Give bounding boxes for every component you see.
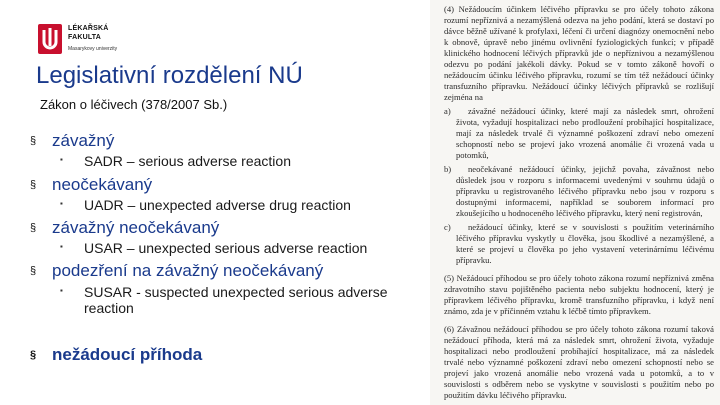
law-excerpt-scan <box>430 0 720 405</box>
law-excerpt-text <box>444 4 714 404</box>
paragraph-5: (5) Nežádoucí příhodou se pro účely tohoto zákona rozumí nepříznivá změna zdravotního stavu pojištěného pacienta nebo subjektu hodnocení, který je přípravkem léčivého přípravku, kromě transfuzního přípravku, i když není známo, zda je v příčinném vztahu k léčbě tímto přípravkem. <box>444 273 714 316</box>
paragraph-6: (6) Závažnou nežádoucí příhodou se pro účely tohoto zákona rozumí taková nežádoucí příhoda, která má za následek smrt, ohrožení života, vyžaduje hospitalizaci nebo prodloužení probíhající hospitalizace, má za následek trvalé nebo významné poškození zdraví nebo omezení schopností nebo se projeví jako vrozená anomálie nebo vrozená vada u potomků, a to v souvislosti s odběrem nebo se vyskytne v souvislosti s použitím nebo po použitím dávku léčivého přípravku. <box>444 324 714 400</box>
sub-bullet-marker: ▪ <box>60 199 63 208</box>
bullet-marker: § <box>30 349 37 361</box>
paragraph-4-intro: (4) Nežádoucím účinkem léčivého přípravku se pro účely tohoto zákona rozumí nepříznivá a nezamýšlená odezva na jeho podání, která se dostaví po dávce běžně užívané k profylaxi, léčení či určení diagnózy onemocnění nebo k obnově, úpravě nebo jinému ovlivnění fyziologických funkcí; v případě klinického hodnocení léčivých přípravků jde o nepříznivou a nezamýšlenou odezvu po podání jakékoli dávky. Pokud se v tomto zákoně hovoří o nežádoucím účinku léčivého přípravku, rozumí se tím též nežádoucí účinky transfuzního přípravku. Nežádoucí účinky léčivých přípravků se rozlišují zejména na <box>444 4 714 102</box>
bullet-label: závažný <box>52 131 115 150</box>
logo-line-2: FAKULTA <box>68 34 102 41</box>
item-c-text: nežádoucí účinky, které se v souvislosti s použitím veterinárního léčivého přípravku vyskytly u člověka, jsou škodlivé a nezamýšlené, a které se projeví u člověka po jeho vystavení veterinárnímu léčivému přípravku. <box>456 222 714 265</box>
bullet-label: podezření na závažný neočekávaný <box>52 261 324 280</box>
item-b <box>444 164 714 219</box>
sub-bullet-marker: ▪ <box>60 286 63 295</box>
faculty-logo-icon <box>38 24 62 54</box>
slide-title: Legislativní rozdělení NÚ <box>36 62 303 89</box>
sub-bullet-label: SUSAR - suspected unexpected serious adverse reaction <box>84 284 388 316</box>
bullet-marker: § <box>30 179 37 191</box>
bullet-label: nežádoucí příhoda <box>52 345 203 364</box>
bullet-label: závažný neočekávaný <box>52 218 220 237</box>
item-b-label: b) <box>444 164 452 174</box>
sub-bullet-marker: ▪ <box>60 242 63 251</box>
item-c <box>444 222 714 266</box>
logo-wordmark <box>68 24 109 42</box>
logo-line-1: LÉKAŘSKÁ <box>68 25 109 32</box>
bullet-marker: § <box>30 135 37 147</box>
slide-subtitle: Zákon o léčivech (378/2007 Sb.) <box>40 97 228 112</box>
item-c-label: c) <box>444 222 451 232</box>
bullet-marker: § <box>30 222 37 234</box>
bullet-marker: § <box>30 265 37 277</box>
item-a <box>444 106 714 161</box>
bullet-label: neočekávaný <box>52 175 153 194</box>
sub-bullet-marker: ▪ <box>60 155 63 164</box>
sub-bullet-label: SADR – serious adverse reaction <box>84 153 291 169</box>
item-b-text: neočekávané nežádoucí účinky, jejichž povaha, závažnost nebo důsledek jsou v rozporu s informacemi uvedenými v souhrnu údajů o přípravku u registrovaného léčivého přípravku nebo jsou v rozporu s dostupnými informacemi, například se souborem informací pro zkoušejícího u hodnoceného léčivého přípravku, který není registrován, <box>456 164 714 218</box>
sub-bullet-label: UADR – unexpected adverse drug reaction <box>84 197 351 213</box>
logo-line-3: Masarykovy univerzity <box>68 46 118 52</box>
item-a-label: a) <box>444 106 451 116</box>
sub-bullet-label: USAR – unexpected serious adverse reaction <box>84 240 368 256</box>
item-a-text: závažné nežádoucí účinky, které mají za následek smrt, ohrožení života, vyžadují hospitalizaci nebo prodloužení probíhající hospitalizace, mají za následek trvalé či významné poškození zdraví nebo omezení schopností nebo se projeví jako vrozená anomálie či vrozená vada u potomků, <box>456 106 714 160</box>
faculty-logo <box>38 22 158 58</box>
